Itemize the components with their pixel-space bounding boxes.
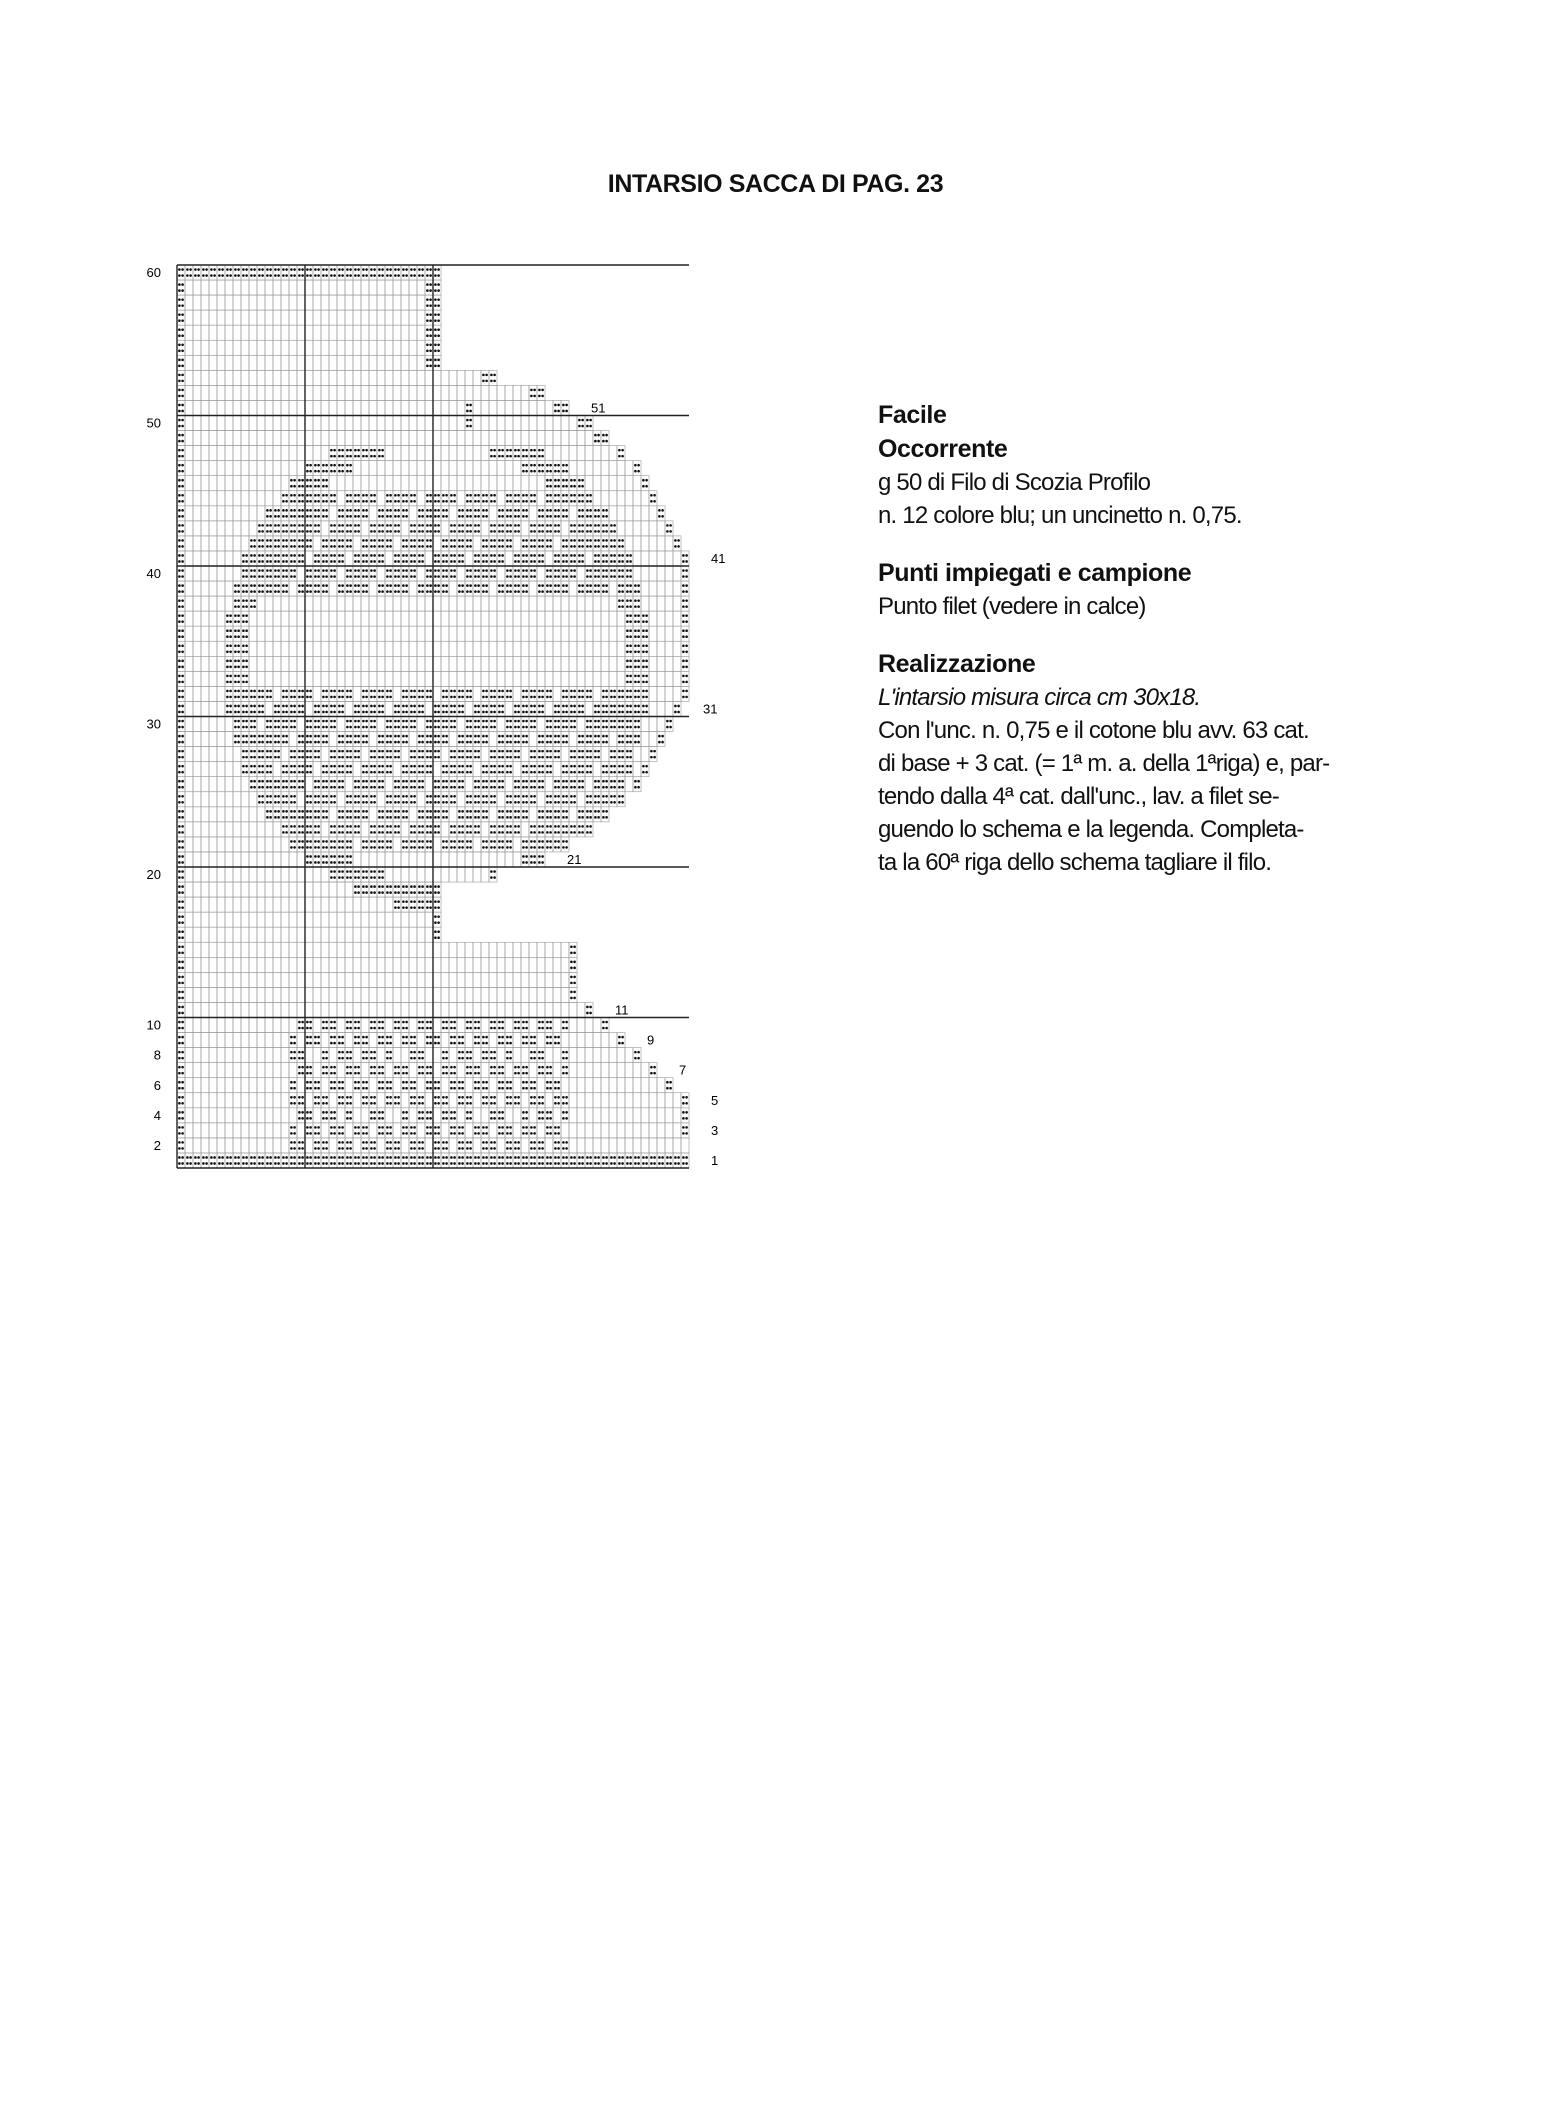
row-label-right: 3 [711,1122,719,1138]
making-line-3: tendo dalla 4ª cat. dall'unc., lav. a filet se- [878,783,1279,810]
row-label-left: 8 [153,1047,161,1063]
row-label-right: 9 [647,1032,655,1048]
row-label-right: 1 [711,1153,719,1168]
row-label-left: 20 [146,867,161,883]
making-line-2: di base + 3 cat. (= 1ª m. a. della 1ªriga) e, par- [878,750,1330,777]
row-label-right: 51 [591,400,606,416]
row-label-left: 2 [153,1137,161,1153]
page-title: INTARSIO SACCA DI PAG. 23 [607,170,944,198]
row-label-left: 50 [146,415,161,431]
row-label-left: 6 [153,1077,161,1093]
materials-heading: Occorrente [878,435,1008,463]
making-line-1: Con l'unc. n. 0,75 e il cotone blu avv. 63 cat. [878,717,1309,744]
row-label-right: 5 [711,1092,719,1108]
filet-chart [120,255,840,1195]
row-label-right: 31 [703,701,718,717]
filet-chart-svg [120,255,840,1195]
stitches-heading: Punti impiegati e campione [878,559,1192,587]
row-label-left: 40 [146,566,161,582]
row-label-left: 60 [146,265,161,281]
making-size: L'intarsio misura circa cm 30x18. [878,684,1201,711]
making-heading: Realizzazione [878,650,1036,678]
row-label-right: 11 [615,1002,629,1018]
stitches-line-1: Punto filet (vedere in calce) [878,593,1146,620]
row-label-right: 41 [711,551,726,566]
row-label-right: 7 [679,1062,687,1078]
making-line-4: guendo lo schema e la legenda. Completa- [878,816,1304,843]
row-label-left: 10 [146,1017,161,1033]
materials-line-2: n. 12 colore blu; un uncinetto n. 0,75. [878,502,1242,529]
difficulty-label: Facile [878,401,947,429]
making-line-5: ta la 60ª riga dello schema tagliare il filo. [878,849,1272,876]
row-label-left: 4 [153,1107,161,1123]
row-label-left: 30 [146,716,161,732]
row-label-right: 21 [567,852,582,867]
materials-line-1: g 50 di Filo di Scozia Profilo [878,469,1151,496]
instructions-column [878,398,1438,879]
